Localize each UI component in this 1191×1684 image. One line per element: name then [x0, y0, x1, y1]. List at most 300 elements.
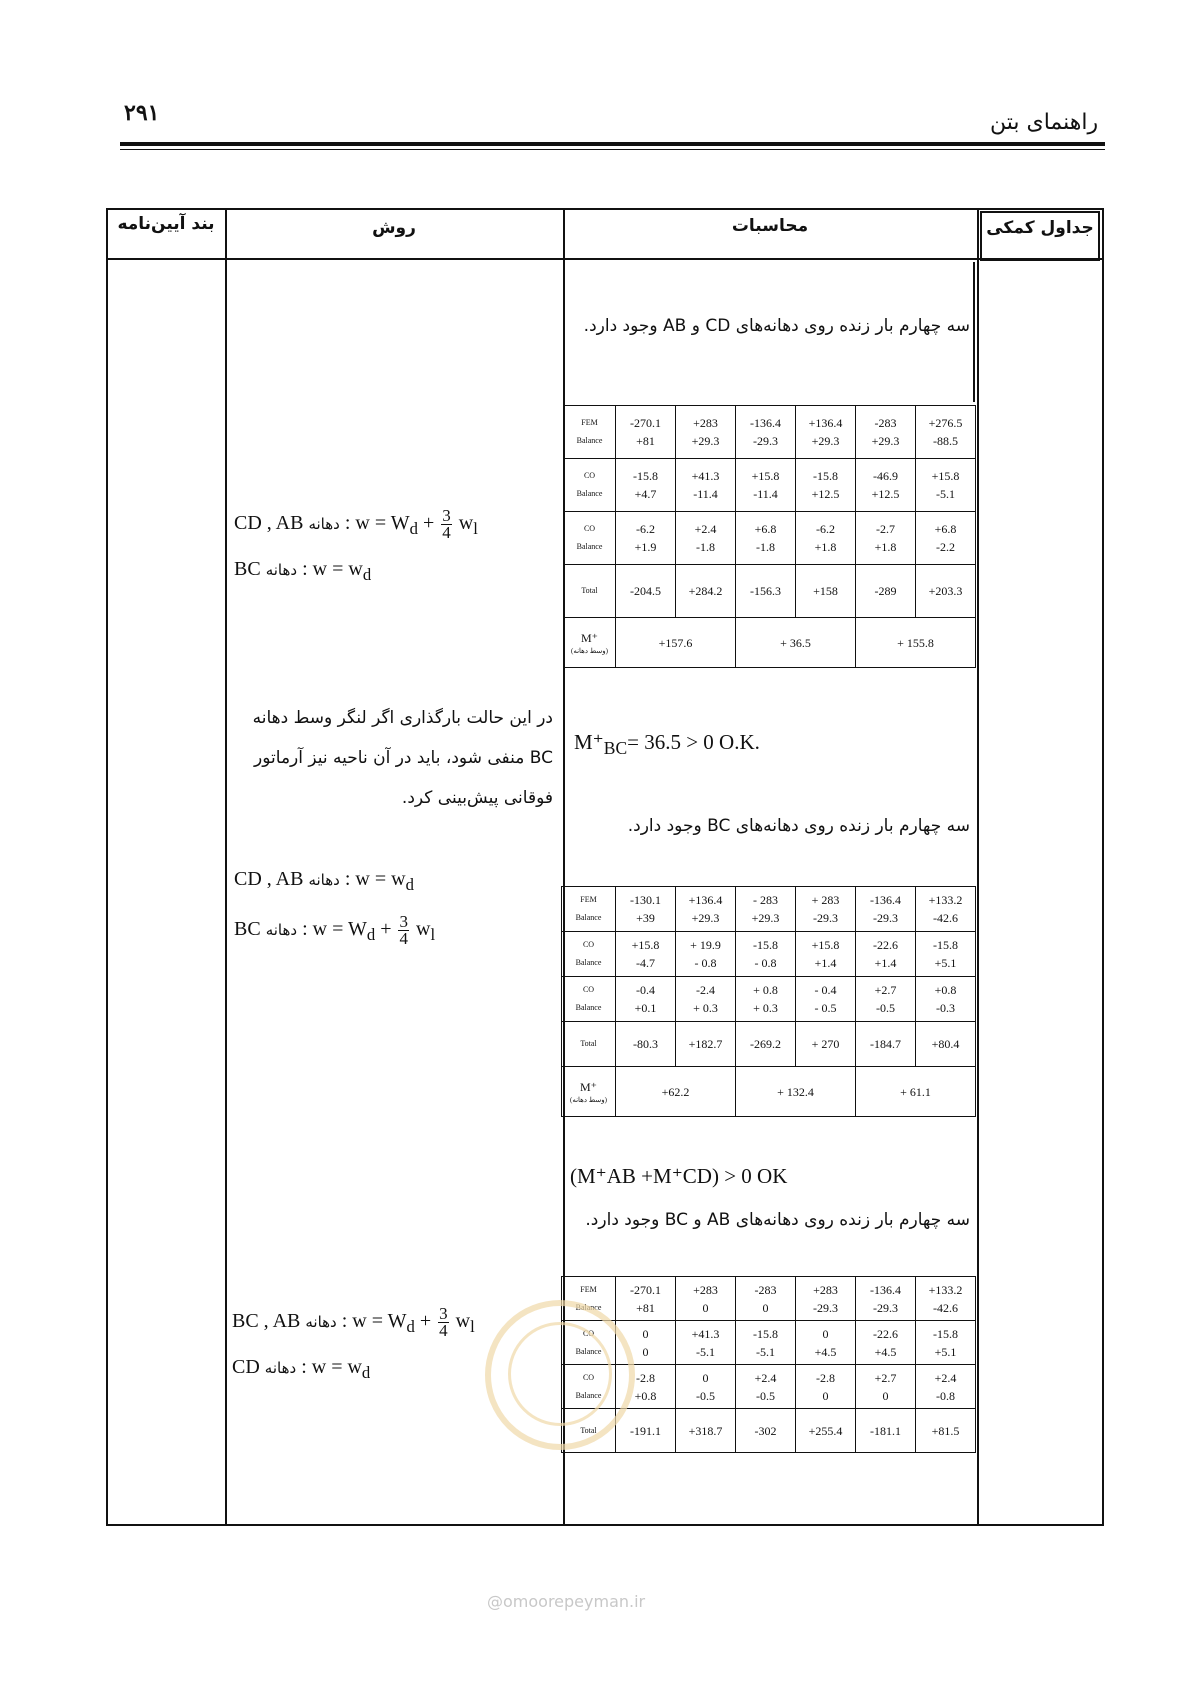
- span-word: دهانه: [265, 561, 298, 579]
- table-cell: [856, 887, 916, 932]
- cell-value: -184.7: [870, 1037, 901, 1051]
- case1-moment-table: [563, 405, 976, 668]
- cell-value: -29.3: [873, 1300, 898, 1315]
- case1-method-line2: [234, 558, 371, 585]
- table-row: [562, 977, 976, 1022]
- row-label-line: Balance: [575, 1390, 602, 1400]
- table-cell: [916, 459, 976, 512]
- row-label-line: Balance: [576, 489, 603, 498]
- plus-sign: +: [422, 512, 435, 535]
- table-cell: [676, 565, 736, 618]
- cell-value: +5.1: [934, 1344, 957, 1359]
- check-result: = 36.5 > 0 O.K.: [627, 730, 760, 754]
- row-label-line: Balance: [576, 436, 603, 445]
- cell-value: +0.1: [634, 1001, 657, 1015]
- case3-method-line1: [232, 1306, 475, 1339]
- cell-value: +29.3: [751, 911, 780, 925]
- cell-value: -283: [754, 1282, 777, 1297]
- table-cell: [916, 1022, 976, 1067]
- case2-method-line2: [234, 914, 435, 947]
- cell-value: -270.1: [630, 1282, 661, 1297]
- table-cell: [796, 977, 856, 1022]
- cell-value: -204.5: [630, 584, 661, 598]
- table-cell: [856, 1321, 916, 1365]
- cell-value: -15.8: [933, 1326, 958, 1341]
- span-names: BC , AB: [232, 1310, 301, 1333]
- cell-value: + 0.8: [753, 983, 778, 997]
- cell-value: +12.5: [811, 487, 840, 501]
- cell-value: -42.6: [933, 1300, 958, 1315]
- cell-value: +136.4: [688, 893, 723, 907]
- midspan-moment-row: [564, 618, 976, 668]
- case1-check: [574, 730, 760, 759]
- table-cell: [796, 887, 856, 932]
- check-symbol: M⁺: [574, 730, 604, 754]
- cell-value: +2.7: [874, 983, 897, 997]
- table-cell: [856, 565, 916, 618]
- cell-value: +15.8: [931, 469, 960, 483]
- cell-value: 0: [882, 1388, 889, 1403]
- table-cell: [856, 977, 916, 1022]
- table-cell: [916, 512, 976, 565]
- watermark-seal-inner: [508, 1322, 612, 1426]
- cell-value: +283: [693, 1282, 718, 1297]
- table-cell: [736, 512, 796, 565]
- row-label-line: (وسط دهانه): [571, 647, 608, 655]
- table-cell: [736, 1321, 796, 1365]
- cell-value: -181.1: [870, 1423, 901, 1438]
- table-row: [564, 512, 976, 565]
- table-cell: [916, 1277, 976, 1321]
- row-label-line: CO: [583, 524, 596, 533]
- subscript: l: [473, 519, 478, 539]
- subscript: l: [470, 1317, 475, 1337]
- cell-value: -15.8: [633, 469, 658, 483]
- cell-value: -0.3: [936, 1001, 955, 1015]
- case2-moment-table: [561, 886, 976, 1117]
- table-cell: [856, 1365, 916, 1409]
- fraction-numerator: 3: [442, 506, 451, 525]
- table-cell: [676, 932, 736, 977]
- load-term: w: [455, 1310, 471, 1333]
- cell-value: +15.8: [811, 938, 840, 952]
- row-label-line: CO: [583, 471, 596, 480]
- midspan-moment-cell: +62.2: [616, 1067, 736, 1117]
- cell-value: -283: [874, 416, 897, 430]
- table-cell: [916, 932, 976, 977]
- cell-value: +133.2: [928, 893, 963, 907]
- table-row: [562, 887, 976, 932]
- table-row: [562, 1409, 976, 1453]
- cell-value: + 19.9: [690, 938, 721, 952]
- cell-value: - 0.8: [754, 956, 777, 970]
- table-cell: [796, 459, 856, 512]
- span-names: BC: [234, 918, 261, 941]
- cell-value: +41.3: [691, 1326, 720, 1341]
- table-cell: [676, 1277, 736, 1321]
- table-cell: [676, 406, 736, 459]
- cell-value: -29.3: [873, 911, 898, 925]
- table-cell: [916, 406, 976, 459]
- row-label-line: CO: [582, 1372, 595, 1382]
- cell-value: -80.3: [633, 1037, 658, 1051]
- cell-value: +158: [813, 584, 838, 598]
- cell-value: +6.8: [754, 522, 777, 536]
- table-cell: [736, 459, 796, 512]
- table-cell: [616, 932, 676, 977]
- table-cell: [856, 1409, 916, 1453]
- subscript: d: [366, 925, 376, 945]
- cell-value: -0.8: [936, 1388, 955, 1403]
- cell-value: -22.6: [873, 1326, 898, 1341]
- case1-method-line1: [234, 508, 478, 541]
- cell-value: 0: [762, 1300, 769, 1315]
- cell-value: -0.5: [876, 1001, 895, 1015]
- running-head: راهنمای بتن: [990, 110, 1099, 135]
- cell-value: +203.3: [928, 584, 963, 598]
- cell-value: +6.8: [934, 522, 957, 536]
- cell-value: + 270: [811, 1037, 840, 1051]
- plus-sign: +: [419, 1310, 432, 1333]
- row-label-line: CO: [582, 985, 595, 994]
- cell-value: -22.6: [873, 938, 898, 952]
- span-word: دهانه: [308, 515, 340, 534]
- cell-value: -1.8: [756, 540, 775, 554]
- cell-value: +29.3: [691, 434, 720, 448]
- table-row: [564, 565, 976, 618]
- cell-value: +80.4: [931, 1037, 960, 1051]
- equation-lhs: : w = W: [341, 1310, 407, 1333]
- cell-value: - 0.8: [694, 956, 717, 970]
- cell-value: -6.2: [816, 522, 835, 536]
- row-label-line: Balance: [575, 958, 602, 967]
- fraction-denominator: 4: [439, 1321, 448, 1340]
- cell-value: 0: [822, 1326, 829, 1341]
- cell-value: +5.1: [934, 956, 957, 970]
- row-label-line: M⁺: [580, 631, 598, 645]
- row-label-line: CO: [582, 1328, 595, 1338]
- subscript: d: [361, 1363, 371, 1382]
- column-divider: [225, 208, 227, 1526]
- cell-value: -15.8: [933, 938, 958, 952]
- table-cell: [616, 1022, 676, 1067]
- row-label: [564, 459, 616, 512]
- cell-value: + 283: [811, 893, 840, 907]
- row-label: [562, 887, 616, 932]
- column-header-code-clause: بند آیین‌نامه: [117, 214, 215, 234]
- cell-value: -136.4: [870, 1282, 901, 1297]
- cell-value: -88.5: [933, 434, 958, 448]
- row-label-line: FEM: [580, 1284, 597, 1294]
- table-cell: [736, 932, 796, 977]
- table-cell: [736, 1022, 796, 1067]
- row-label: [562, 932, 616, 977]
- fraction-denominator: 4: [399, 929, 408, 948]
- case1-side-rule: [973, 262, 975, 402]
- cell-value: +182.7: [688, 1037, 723, 1051]
- table-cell: [856, 1277, 916, 1321]
- watermark-site: @omoorepeyman.ir: [487, 1592, 646, 1611]
- row-label-line: FEM: [581, 418, 598, 427]
- cell-value: -2.2: [936, 540, 955, 554]
- cell-value: 0: [702, 1300, 709, 1315]
- cell-value: -130.1: [630, 893, 661, 907]
- table-cell: [676, 459, 736, 512]
- cell-value: +12.5: [871, 487, 900, 501]
- fraction-numerator: 3: [439, 1304, 448, 1323]
- table-cell: [796, 512, 856, 565]
- row-label: [564, 565, 616, 618]
- cell-value: -136.4: [870, 893, 901, 907]
- table-cell: [856, 1022, 916, 1067]
- table-cell: [676, 1022, 736, 1067]
- table-cell: [676, 1365, 736, 1409]
- table-cell: [616, 459, 676, 512]
- cell-value: +4.5: [874, 1344, 897, 1359]
- cell-value: -136.4: [750, 416, 781, 430]
- case2-method-line1: [234, 868, 414, 895]
- cell-value: +15.8: [751, 469, 780, 483]
- row-label-line: Total: [581, 586, 598, 595]
- cell-value: 0: [822, 1388, 829, 1403]
- cell-value: +15.8: [631, 938, 660, 952]
- table-cell: [676, 887, 736, 932]
- table-cell: [736, 565, 796, 618]
- table-cell: [796, 1022, 856, 1067]
- midspan-moment-cell: + 61.1: [856, 1067, 976, 1117]
- midspan-moment-row: [562, 1067, 976, 1117]
- row-label-line: FEM: [580, 895, 597, 904]
- span-word: دهانه: [264, 1359, 297, 1377]
- equation-lhs: : w = w: [344, 868, 406, 890]
- table-cell: [616, 887, 676, 932]
- cell-value: +255.4: [808, 1423, 843, 1438]
- table-cell: [616, 406, 676, 459]
- note-text: در این حالت بارگذاری اگر لنگر وسط دهانه BC منفی شود، باید در آن ناحیه نیز آرماتور فوقانی پیش‌بینی کرد.: [252, 708, 553, 808]
- cell-value: +41.3: [691, 469, 720, 483]
- table-cell: [736, 406, 796, 459]
- table-cell: [796, 1365, 856, 1409]
- equation-lhs: : w = W: [344, 512, 410, 535]
- cell-value: +1.4: [814, 956, 837, 970]
- row-label-line: (وسط دهانه): [570, 1096, 607, 1104]
- cell-value: +284.2: [688, 584, 723, 598]
- span-word: دهانه: [265, 921, 298, 940]
- cell-value: -0.5: [696, 1388, 715, 1403]
- cell-value: +133.2: [928, 1282, 963, 1297]
- cell-value: +29.3: [811, 434, 840, 448]
- subscript: d: [362, 565, 372, 584]
- cell-value: +29.3: [871, 434, 900, 448]
- cell-value: -15.8: [753, 1326, 778, 1341]
- cell-value: -2.8: [816, 1370, 835, 1385]
- cell-value: + 0.3: [693, 1001, 718, 1015]
- midspan-moment-cell: + 132.4: [736, 1067, 856, 1117]
- table-cell: [916, 1409, 976, 1453]
- cell-value: +1.4: [874, 956, 897, 970]
- page-number: ۲۹۱: [124, 100, 160, 126]
- cell-value: 0: [642, 1326, 649, 1341]
- table-cell: [616, 1409, 676, 1453]
- subscript: l: [430, 925, 436, 945]
- cell-value: -270.1: [630, 416, 661, 430]
- table-cell: [856, 459, 916, 512]
- table-cell: [796, 1409, 856, 1453]
- cell-value: -269.2: [750, 1037, 781, 1051]
- cell-value: +81: [636, 1300, 655, 1315]
- table-cell: [616, 512, 676, 565]
- midspan-moment-cell: + 155.8: [856, 618, 976, 668]
- cell-value: -1.8: [696, 540, 715, 554]
- cell-value: +283: [693, 416, 718, 430]
- column-header-calculations: محاسبات: [731, 216, 809, 236]
- cell-value: +1.8: [874, 540, 897, 554]
- table-cell: [916, 977, 976, 1022]
- table-cell: [616, 1277, 676, 1321]
- cell-value: +4.5: [814, 1344, 837, 1359]
- cell-value: -6.2: [636, 522, 655, 536]
- table-row: [564, 459, 976, 512]
- subscript: d: [409, 519, 418, 539]
- row-label-line: Balance: [575, 1302, 602, 1312]
- cell-value: +29.3: [691, 911, 720, 925]
- cell-value: -11.4: [753, 487, 778, 501]
- cell-value: -42.6: [933, 911, 958, 925]
- table-row: [562, 1022, 976, 1067]
- table-cell: [856, 932, 916, 977]
- row-label: [564, 406, 616, 459]
- cell-value: -2.4: [696, 983, 715, 997]
- span-names: CD: [232, 1356, 260, 1378]
- check-subscript: BC: [603, 738, 628, 759]
- table-cell: [736, 887, 796, 932]
- column-header-aux-tables: جداول کمکی: [986, 218, 1094, 238]
- row-label-line: Total: [580, 1039, 597, 1048]
- row-label: [562, 1067, 616, 1117]
- cell-value: +2.4: [754, 1370, 777, 1385]
- header-row-divider: [106, 258, 1104, 260]
- cell-value: -15.8: [753, 938, 778, 952]
- header-rule-thin: [120, 149, 1105, 150]
- case1-heading: سه چهارم بار زنده روی دهانه‌های CD و AB وجود دارد.: [583, 316, 970, 336]
- cell-value: -4.7: [636, 956, 655, 970]
- row-label-line: Balance: [576, 542, 603, 551]
- table-cell: [796, 406, 856, 459]
- cell-value: -0.4: [636, 983, 655, 997]
- table-cell: [796, 1277, 856, 1321]
- plus-sign: +: [380, 918, 392, 941]
- cell-value: -2.7: [876, 522, 895, 536]
- cell-value: - 283: [753, 893, 778, 907]
- span-names: CD , AB: [234, 868, 304, 890]
- table-cell: [616, 565, 676, 618]
- midspan-moment-cell: + 36.5: [736, 618, 856, 668]
- table-cell: [856, 512, 916, 565]
- fraction-numerator: 3: [399, 912, 408, 931]
- cell-value: -0.5: [756, 1388, 775, 1403]
- cell-value: +81: [636, 434, 655, 448]
- table-cell: [736, 1409, 796, 1453]
- row-label: [562, 1022, 616, 1067]
- table-cell: [676, 512, 736, 565]
- table-cell: [916, 887, 976, 932]
- cell-value: -11.4: [693, 487, 718, 501]
- table-cell: [916, 1321, 976, 1365]
- equation-lhs: : w = W: [302, 918, 367, 941]
- cell-value: -302: [754, 1423, 777, 1438]
- cell-value: +1.8: [814, 540, 837, 554]
- cell-value: -15.8: [813, 469, 838, 483]
- fraction-denominator: 4: [442, 523, 451, 542]
- table-cell: [856, 406, 916, 459]
- header-rule-thick: [120, 142, 1105, 146]
- table-cell: [796, 565, 856, 618]
- cell-value: +2.4: [694, 522, 717, 536]
- midspan-moment-cell: +157.6: [616, 618, 736, 668]
- cell-value: -46.9: [873, 469, 898, 483]
- load-term: w: [458, 512, 474, 535]
- cell-value: -289: [874, 584, 897, 598]
- cell-value: +81.5: [931, 1423, 960, 1438]
- span-word: دهانه: [308, 871, 340, 889]
- cell-value: -156.3: [750, 584, 781, 598]
- cell-value: -5.1: [936, 487, 955, 501]
- cell-value: -2.8: [636, 1370, 655, 1385]
- row-label-line: Balance: [575, 1346, 602, 1356]
- row-label-line: CO: [582, 940, 595, 949]
- table-cell: [616, 977, 676, 1022]
- table-cell: [736, 1365, 796, 1409]
- cell-value: -191.1: [630, 1423, 661, 1438]
- table-cell: [676, 977, 736, 1022]
- case3-method-line2: [232, 1356, 370, 1383]
- cell-value: 0: [702, 1370, 709, 1385]
- cell-value: +136.4: [808, 416, 843, 430]
- cell-value: +318.7: [688, 1423, 723, 1438]
- subscript: d: [406, 1317, 415, 1337]
- fraction: [398, 914, 409, 947]
- table-cell: [676, 1321, 736, 1365]
- table-cell: [736, 977, 796, 1022]
- equation-lhs: : w = w: [302, 558, 363, 580]
- column-header-method: روش: [372, 218, 416, 238]
- row-label-line: Total: [580, 1425, 597, 1435]
- equation-lhs: : w = w: [301, 1356, 362, 1378]
- cell-value: 0: [642, 1344, 649, 1359]
- cell-value: -29.3: [813, 911, 838, 925]
- subscript: d: [405, 875, 414, 894]
- span-names: BC: [234, 558, 261, 580]
- cell-value: +0.8: [934, 983, 957, 997]
- cell-value: - 0.4: [814, 983, 837, 997]
- span-word: دهانه: [305, 1313, 337, 1332]
- row-label-line: Balance: [575, 1003, 602, 1012]
- cell-value: +4.7: [634, 487, 657, 501]
- cell-value: -5.1: [696, 1344, 715, 1359]
- table-cell: [916, 565, 976, 618]
- table-row: [562, 932, 976, 977]
- row-label-line: M⁺: [579, 1080, 597, 1094]
- table-cell: [736, 1277, 796, 1321]
- case3-heading: سه چهارم بار زنده روی دهانه‌های AB و BC وجود دارد.: [585, 1210, 970, 1230]
- cell-value: + 0.3: [753, 1001, 778, 1015]
- cell-value: +283: [813, 1282, 838, 1297]
- load-term: w: [415, 918, 431, 941]
- row-label: [564, 618, 616, 668]
- table-row: [562, 1277, 976, 1321]
- span-names: CD , AB: [234, 512, 304, 535]
- cell-value: +276.5: [928, 416, 963, 430]
